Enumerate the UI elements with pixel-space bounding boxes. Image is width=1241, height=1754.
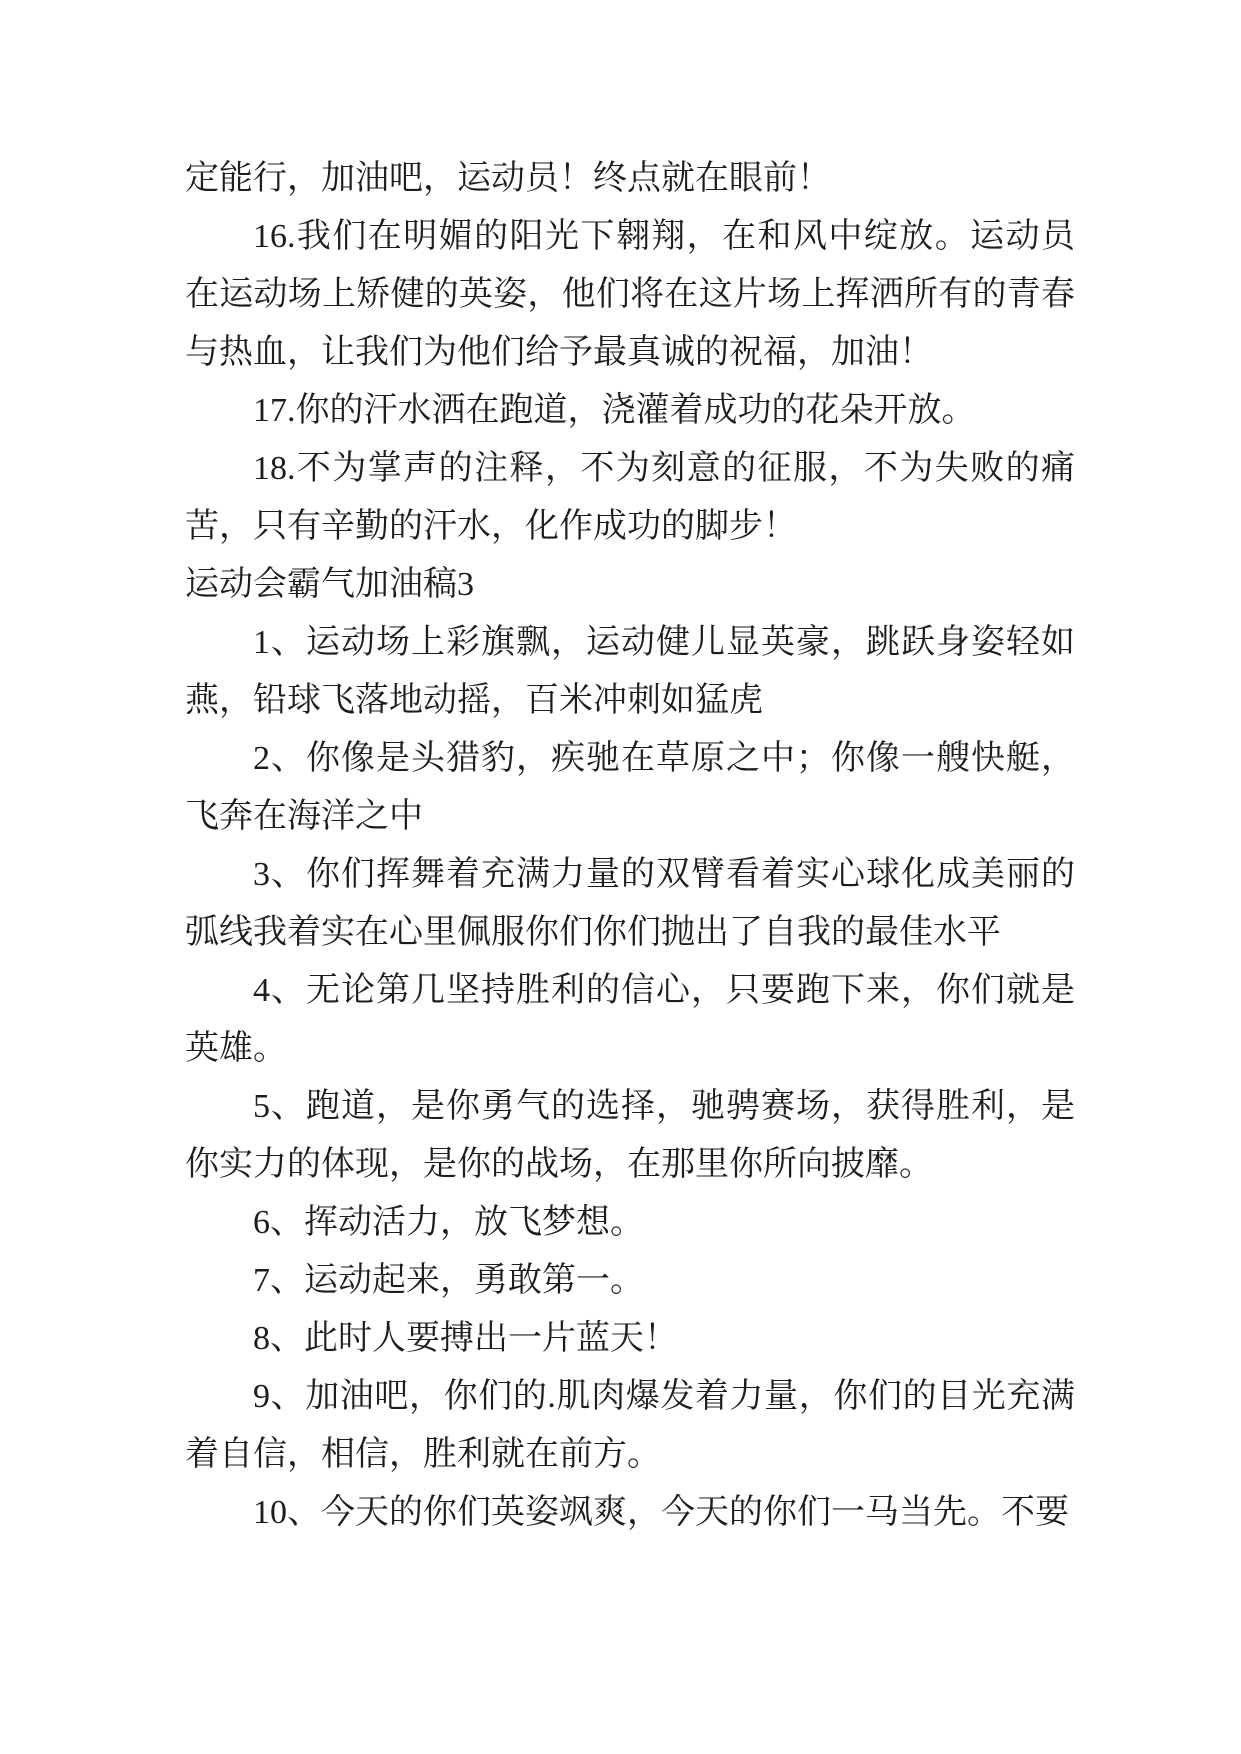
paragraph-continuation: 定能行，加油吧，运动员！终点就在眼前！ <box>185 160 831 197</box>
paragraph-item-1: 1、运动场上彩旗飘，运动健儿显英豪，跳跃身姿轻如燕，铅球飞落地动摇，百米冲刺如猛虎 <box>185 624 1075 719</box>
paragraph-17: 17.你的汗水洒在跑道，浇灌着成功的花朵开放。 <box>253 392 976 429</box>
paragraph-item-10: 10、今天的你们英姿飒爽，今天的你们一马当先。不要 <box>253 1494 1069 1531</box>
paragraph-item-5: 5、跑道，是你勇气的选择，驰骋赛场，获得胜利，是你实力的体现，是你的战场，在那里你所向披靡。 <box>185 1088 1075 1183</box>
paragraph-18: 18.不为掌声的注释，不为刻意的征服，不为失败的痛苦，只有辛勤的汗水，化作成功的脚步！ <box>185 450 1075 545</box>
document-text-block <box>185 150 1075 1542</box>
paragraph-item-8: 8、此时人要搏出一片蓝天！ <box>253 1320 678 1357</box>
paragraph-item-2: 2、你像是头猎豹，疾驰在草原之中；你像一艘快艇，飞奔在海洋之中 <box>185 740 1075 835</box>
paragraph-16: 16.我们在明媚的阳光下翱翔，在和风中绽放。运动员在运动场上矫健的英姿，他们将在这片场上挥洒所有的青春与热血，让我们为他们给予最真诚的祝福，加油！ <box>185 218 1075 371</box>
paragraph-item-7: 7、运动起来，勇敢第一。 <box>253 1262 644 1299</box>
paragraph-item-4: 4、无论第几坚持胜利的信心，只要跑下来，你们就是英雄。 <box>185 972 1075 1067</box>
paragraph-item-6: 6、挥动活力，放飞梦想。 <box>253 1204 644 1241</box>
section-heading: 运动会霸气加油稿3 <box>185 566 474 603</box>
paragraph-item-9: 9、加油吧，你们的.肌肉爆发着力量，你们的目光充满着自信，相信，胜利就在前方。 <box>185 1378 1075 1473</box>
paragraph-item-3: 3、你们挥舞着充满力量的双臂看着实心球化成美丽的弧线我着实在心里佩服你们你们抛出了自我的最佳水平 <box>185 856 1075 951</box>
